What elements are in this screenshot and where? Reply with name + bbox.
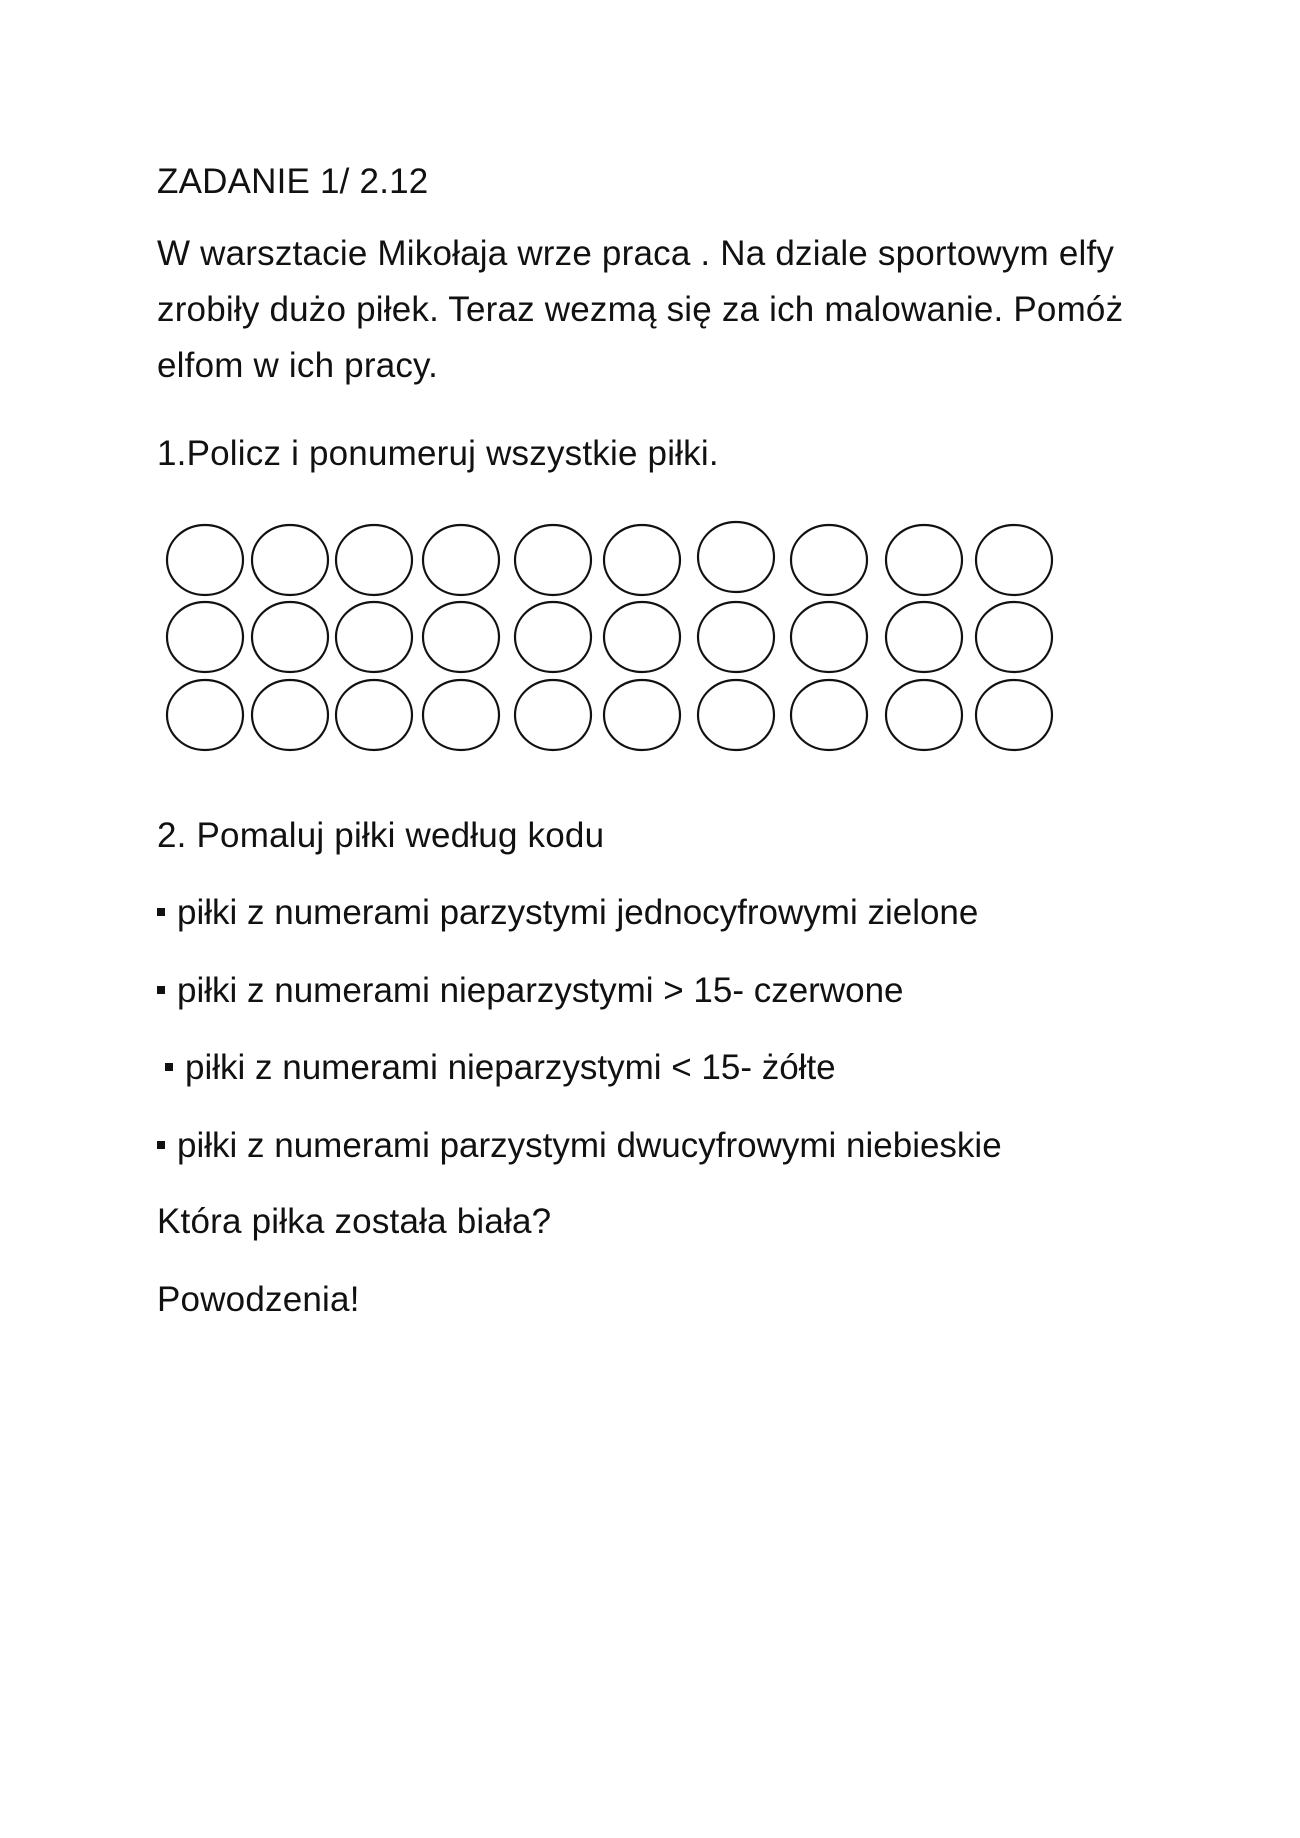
square-bullet-icon [157,908,165,916]
ball-circle [515,525,591,595]
ball-circle [886,602,962,672]
ball-circle [698,602,774,672]
ball-circle [791,525,867,595]
color-rule-item [157,885,978,941]
ball-circle [515,680,591,750]
ball-circle [336,602,412,672]
square-bullet-icon [157,1141,165,1149]
color-rule-text: piłki z numerami parzystymi dwucyfrowymi niebieskie [177,1126,1002,1165]
closing-text: Powodzenia! [157,1280,360,1319]
ball-circle [252,680,328,750]
instruction-count-balls: 1.Policz i ponumeruj wszystkie piłki. [157,434,719,473]
ball-circle [423,602,499,672]
ball-circle [167,525,243,595]
ball-circle [791,602,867,672]
ball-circle [791,680,867,750]
ball-circle [604,680,680,750]
question-text: Która piłka została biała? [157,1202,552,1241]
ball-circle [336,525,412,595]
ball-circle [423,525,499,595]
ball-circle [976,680,1052,750]
ball-circle [336,680,412,750]
ball-circle [167,602,243,672]
ball-circle [604,602,680,672]
ball-circle [604,525,680,595]
square-bullet-icon [165,1063,173,1071]
color-rule-text: piłki z numerami nieparzystymi > 15- czerwone [177,971,904,1010]
ball-circle [976,525,1052,595]
color-rule-item [157,963,904,1019]
ball-circle [252,602,328,672]
ball-circle [252,525,328,595]
color-rule-item [157,1118,1002,1174]
color-rule-text: piłki z numerami parzystymi jednocyfrowymi zielone [177,893,979,932]
ball-circle [698,522,774,592]
color-rule-text: piłki z numerami nieparzystymi < 15- żółte [185,1048,836,1087]
ball-circle [698,680,774,750]
instruction-color-balls: 2. Pomaluj piłki według kodu [157,816,605,855]
color-rule-item [165,1040,836,1096]
ball-circle [515,602,591,672]
ball-circle [886,525,962,595]
ball-circle [976,602,1052,672]
square-bullet-icon [157,986,165,994]
ball-circle [423,680,499,750]
task-intro-paragraph: W warsztacie Mikołaja wrze praca . Na dziale sportowym elfy zrobiły dużo piłek. Teraz wezmą się za ich malowanie. Pomóż elfom w ich pracy. [157,234,1124,385]
ball-circle [167,680,243,750]
ball-circle [886,680,962,750]
task-title: ZADANIE 1/ 2.12 [157,162,429,201]
